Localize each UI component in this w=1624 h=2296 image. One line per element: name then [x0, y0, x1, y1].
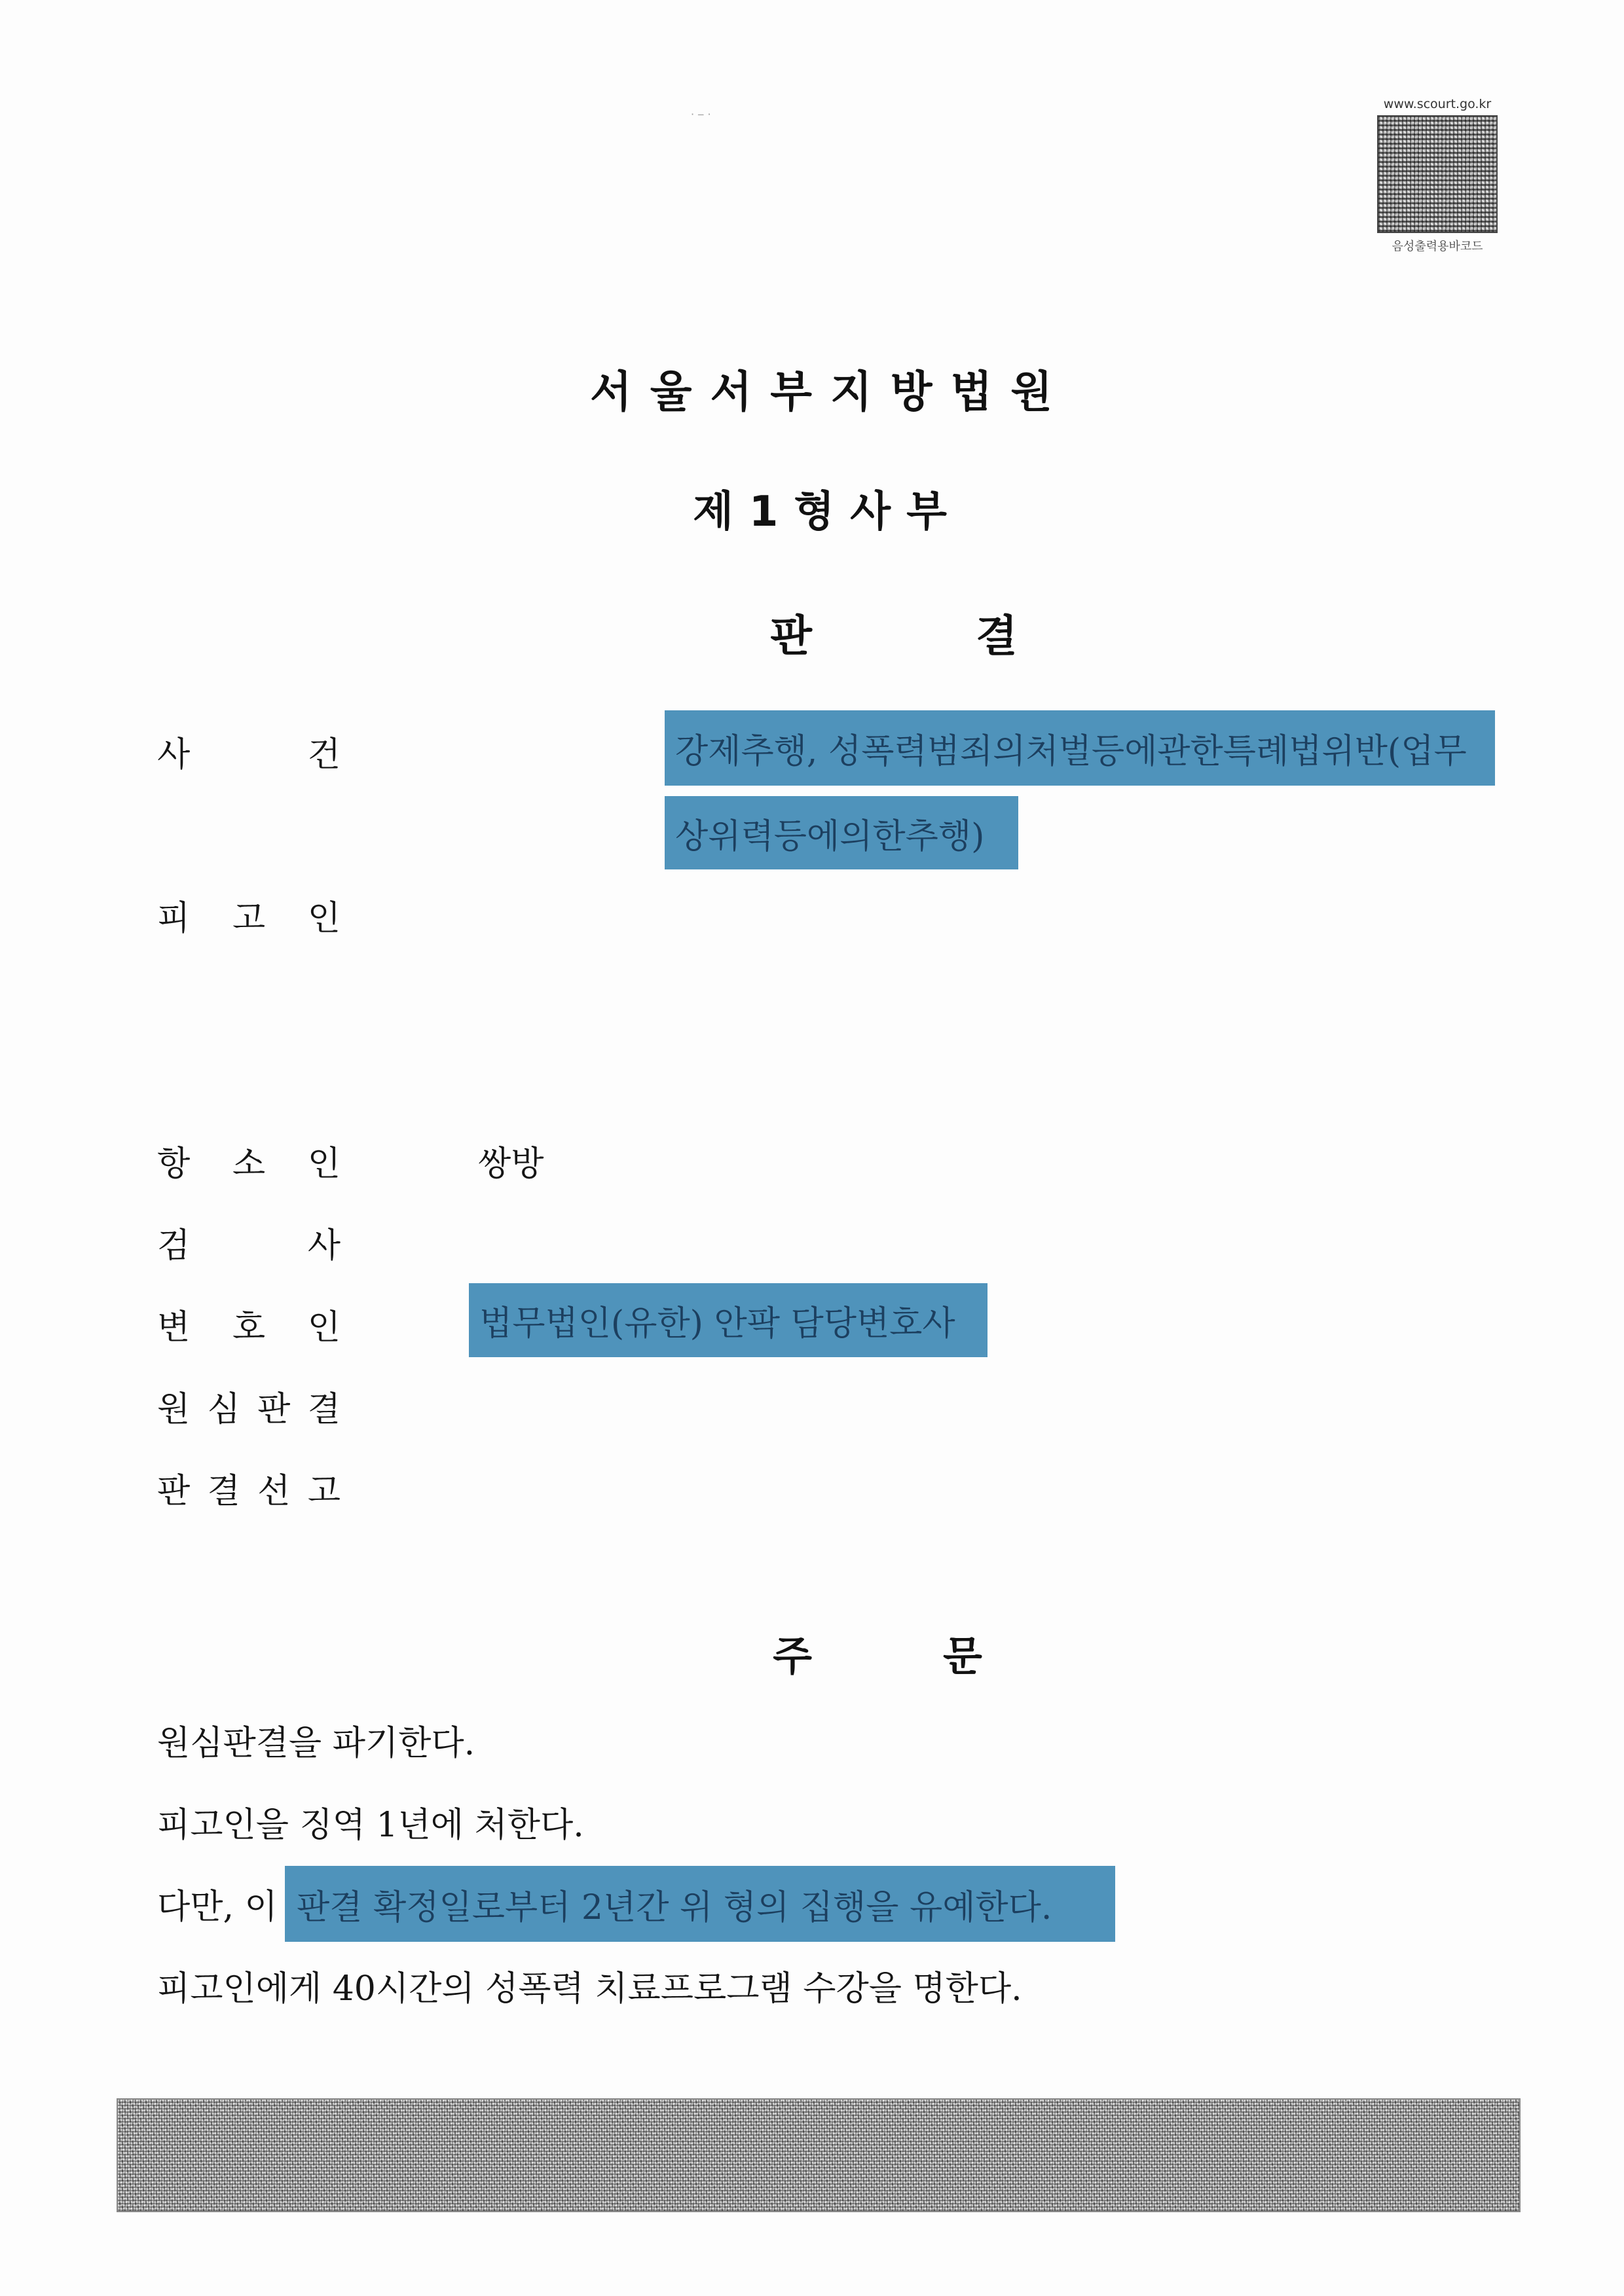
document-type: 판결 [770, 611, 1181, 661]
order-line-4: 피고인에게 40시간의 성폭력 치료프로그램 수강을 명한다. [157, 1969, 1022, 2009]
voice-barcode-block [1375, 97, 1500, 254]
division-name: 제1형사부 [693, 488, 963, 536]
document-barcode [117, 2098, 1521, 2212]
scan-speck: · ‒ · [691, 108, 711, 120]
label-appellant: 항 소 인 [157, 1144, 341, 1184]
label-original-judgment: 원 심 판 결 [157, 1390, 341, 1429]
order-heading: 주문 [773, 1632, 1113, 1680]
barcode-image [1377, 115, 1498, 233]
barcode-url: www.scourt.go.kr [1383, 97, 1492, 111]
order-line-1: 원심판결을 파기한다. [157, 1724, 475, 1763]
label-sentencing-date: 판 결 선 고 [157, 1472, 341, 1511]
barcode-caption: 음성출력용바코드 [1392, 240, 1483, 253]
label-prosecutor: 검 사 [157, 1226, 341, 1266]
label-counsel: 변 호 인 [157, 1308, 341, 1347]
order-line-3-redacted: 판결 확정일로부터 2년간 위 형의 집행을 유예한다. [285, 1866, 1115, 1942]
counsel-value-redacted: 법무법인(유한) 안팍 담당변호사 [469, 1283, 987, 1357]
court-name: 서울서부지방법원 [589, 367, 1071, 417]
appellant-value: 쌍방 [478, 1144, 544, 1184]
case-name-line1-redacted: 강제추행, 성폭력범죄의처벌등에관한특례법위반(업무 [665, 710, 1495, 786]
order-line-2: 피고인을 징역 1년에 처한다. [157, 1806, 584, 1845]
label-defendant: 피 고 인 [157, 899, 341, 938]
label-case: 사 건 [157, 735, 341, 774]
order-line-3-prefix: 다만, 이 [157, 1887, 278, 1927]
case-name-line2-redacted: 상위력등에의한추행) [665, 796, 1018, 869]
